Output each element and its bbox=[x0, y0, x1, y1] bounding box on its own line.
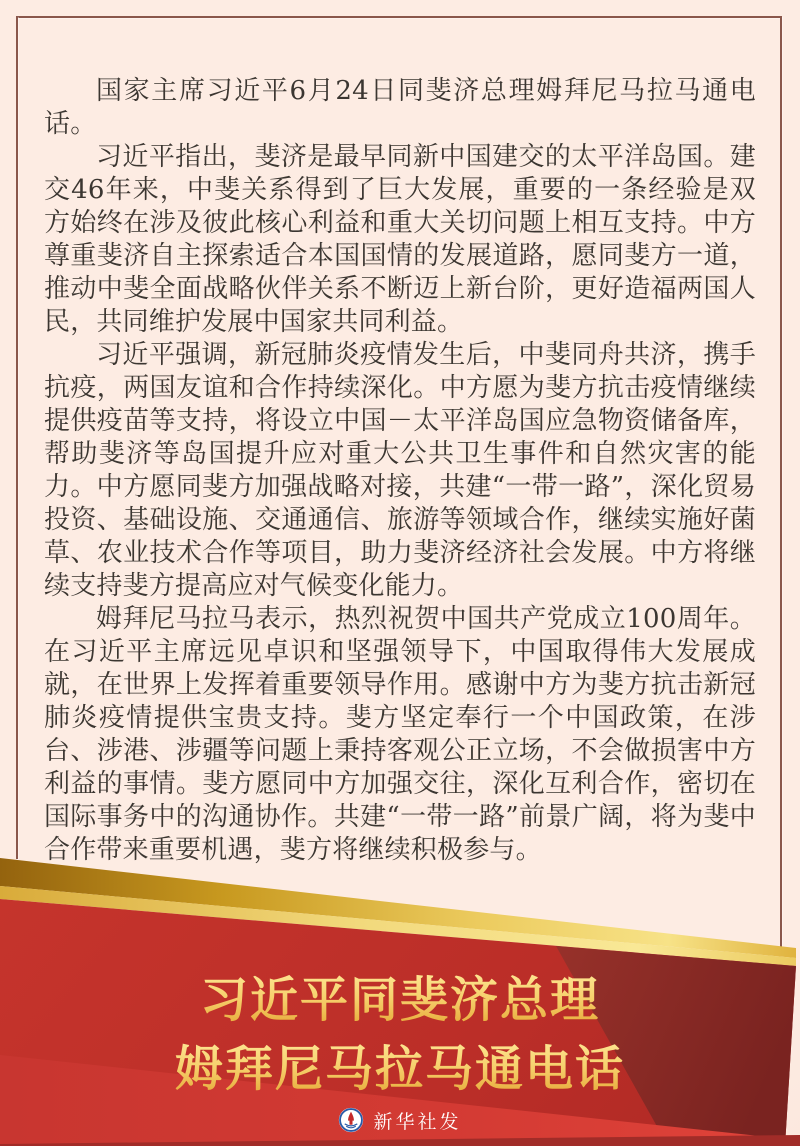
xinhua-emblem-icon bbox=[338, 1107, 364, 1133]
banner-title-line1: 习近平同斐济总理 bbox=[0, 972, 800, 1028]
banner-title-line2: 姆拜尼马拉马通电话 bbox=[0, 1041, 800, 1097]
frame-border-top bbox=[16, 16, 782, 18]
article-paragraph: 国家主席习近平6月24日同斐济总理姆拜尼马拉马通电话。 bbox=[44, 76, 756, 139]
frame-border-right bbox=[780, 16, 782, 948]
frame-border-left bbox=[16, 16, 18, 859]
credit-row bbox=[0, 1105, 800, 1135]
credit-text: 新华社发 bbox=[373, 1110, 462, 1133]
article-body bbox=[44, 75, 756, 867]
article-paragraph: 习近平指出，斐济是最早同新中国建交的太平洋岛国。建交46年来，中斐关系得到了巨大发展，重要的一条经验是双方始终在涉及彼此核心利益和重大关切问题上相互支持。中方尊重斐济自主探索适合本国国情的发展道路，愿同斐方一道，推动中斐全面战略伙伴关系不断迈上新台阶，更好造福两国人民，共同维护发展中国家共同利益。 bbox=[44, 142, 756, 337]
bottom-banner bbox=[0, 856, 800, 1146]
article-paragraph: 姆拜尼马拉马表示，热烈祝贺中国共产党成立100周年。在习近平主席远见卓识和坚强领导下，中国取得伟大发展成就，在世界上发挥着重要领导作用。感谢中方为斐方抗击新冠肺炎疫情提供宝贵支持。斐方坚定奉行一个中国政策，在涉台、涉港、涉疆等问题上秉持客观公正立场，不会做损害中方利益的事情。斐方愿同中方加强交往，深化互利合作，密切在国际事务中的沟通协作。共建“一带一路”前景广阔，将为斐中合作带来重要机遇，斐方将继续积极参与。 bbox=[44, 604, 756, 865]
article-paragraph: 习近平强调，新冠肺炎疫情发生后，中斐同舟共济，携手抗疫，两国友谊和合作持续深化。中方愿为斐方抗击疫情继续提供疫苗等支持，将设立中国－太平洋岛国应急物资储备库，帮助斐济等岛国提升应对重大公共卫生事件和自然灾害的能力。中方愿同斐方加强战略对接，共建“一带一路”，深化贸易投资、基础设施、交通通信、旅游等领域合作，继续实施好菌草、农业技术合作等项目，助力斐济经济社会发展。中方将继续支持斐方提高应对气候变化能力。 bbox=[44, 340, 756, 601]
